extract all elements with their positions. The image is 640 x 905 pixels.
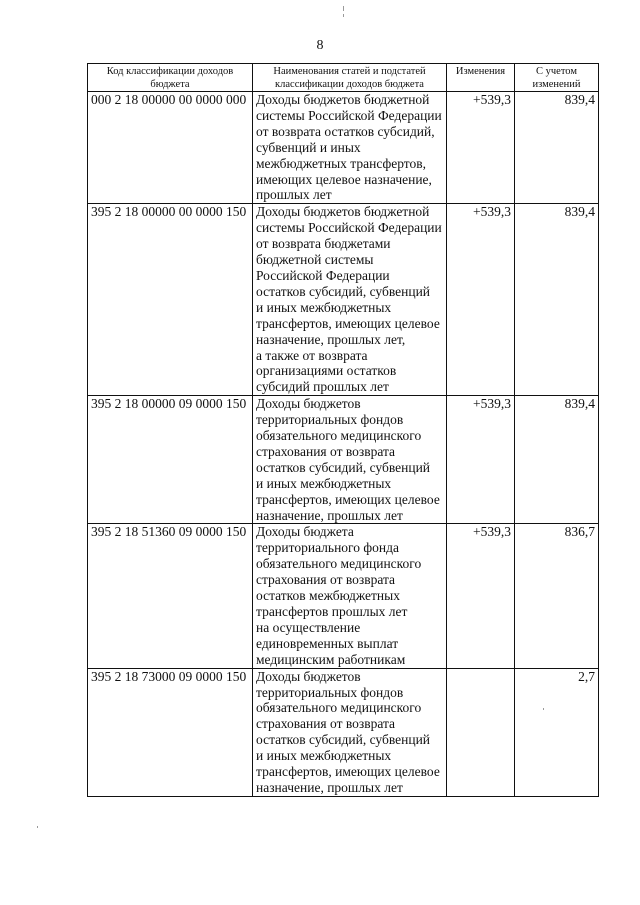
name-line: страхования от возврата — [256, 716, 396, 732]
name-line: Российской Федерации — [256, 267, 390, 283]
table-body — [88, 92, 599, 797]
name-line: системы Российской Федерации — [256, 107, 442, 123]
scan-speck — [343, 14, 344, 17]
table-header-row — [88, 64, 599, 92]
budget-revenue-table — [87, 63, 599, 797]
table-row — [88, 668, 599, 796]
name-line: бюджетной системы — [256, 252, 374, 268]
name-line: остатков субсидий, субвенций — [256, 732, 431, 748]
name-line: прошлых лет — [256, 187, 332, 203]
cell-total: 839,4 — [515, 396, 599, 524]
name-line: обязательного медицинского — [256, 428, 422, 444]
cell-changes: +539,3 — [447, 204, 515, 396]
name-line: территориальных фондов — [256, 412, 404, 428]
name-line: Доходы бюджетов — [256, 396, 361, 412]
name-line: территориального фонда — [256, 540, 399, 556]
cell-code: 000 2 18 00000 00 0000 000 — [88, 92, 253, 204]
cell-name — [253, 92, 447, 204]
name-line: имеющих целевое назначение, — [256, 171, 432, 187]
table-row — [88, 92, 599, 204]
name-line: системы Российской Федерации — [256, 220, 442, 236]
name-line: медицинским работникам — [256, 651, 406, 667]
name-line: и иных межбюджетных — [256, 748, 392, 764]
name-line: от возврата бюджетами — [256, 236, 391, 252]
name-line: остатков межбюджетных — [256, 588, 400, 604]
name-line: и иных межбюджетных — [256, 475, 392, 491]
name-line: назначение, прошлых лет, — [256, 331, 406, 347]
cell-name — [253, 396, 447, 524]
name-line: единовременных выплат — [256, 635, 399, 651]
cell-code: 395 2 18 00000 00 0000 150 — [88, 204, 253, 396]
cell-name — [253, 524, 447, 668]
name-line: субвенций и иных — [256, 139, 361, 155]
header-changes: Изменения — [447, 64, 515, 92]
name-line: трансфертов, имеющих целевое — [256, 315, 440, 331]
name-line: межбюджетных трансфертов, — [256, 155, 427, 171]
name-line: остатков субсидий, субвенций — [256, 283, 431, 299]
name-line: трансфертов прошлых лет — [256, 604, 408, 619]
page-number: 8 — [316, 38, 324, 53]
cell-changes: +539,3 — [447, 396, 515, 524]
name-line: а также от возврата — [256, 347, 368, 363]
cell-total: 839,4 — [515, 204, 599, 396]
cell-total: 836,7 — [515, 524, 599, 668]
name-line: на осуществление — [256, 619, 361, 635]
name-line: обязательного медицинского — [256, 556, 422, 572]
cell-changes: +539,3 — [447, 524, 515, 668]
name-line: и иных межбюджетных — [256, 299, 392, 315]
cell-code: 395 2 18 51360 09 0000 150 — [88, 524, 253, 668]
scan-speck — [543, 708, 544, 710]
name-line: назначение, прошлых лет — [256, 507, 403, 523]
name-line: Доходы бюджета — [256, 524, 354, 540]
name-line: субсидий прошлых лет — [256, 379, 389, 395]
cell-code: 395 2 18 73000 09 0000 150 — [88, 668, 253, 796]
cell-total: 839,4 — [515, 92, 599, 204]
name-line: территориальных фондов — [256, 684, 404, 700]
cell-name — [253, 668, 447, 796]
cell-name — [253, 204, 447, 396]
scan-speck — [343, 6, 344, 11]
scan-speck — [37, 826, 38, 828]
name-line: обязательного медицинского — [256, 700, 422, 716]
cell-changes — [447, 668, 515, 796]
name-line: Доходы бюджетов бюджетной — [256, 92, 430, 107]
table-row — [88, 524, 599, 668]
header-code: Код классификации доходов бюджета — [88, 64, 253, 92]
name-line: организациями остатков — [256, 363, 397, 379]
name-line: назначение, прошлых лет — [256, 779, 403, 795]
cell-changes: +539,3 — [447, 92, 515, 204]
header-name: Наименования статей и подстатей классификации доходов бюджета — [253, 64, 447, 92]
cell-total: 2,7 — [515, 668, 599, 796]
table-row — [88, 204, 599, 396]
name-line: трансфертов, имеющих целевое — [256, 764, 440, 780]
cell-code: 395 2 18 00000 09 0000 150 — [88, 396, 253, 524]
table-row — [88, 396, 599, 524]
name-line: Доходы бюджетов бюджетной — [256, 204, 430, 220]
name-line: страхования от возврата — [256, 443, 396, 459]
name-line: остатков субсидий, субвенций — [256, 459, 431, 475]
name-line: страхования от возврата — [256, 572, 396, 588]
name-line: Доходы бюджетов — [256, 668, 361, 684]
name-line: от возврата остатков субсидий, — [256, 123, 435, 139]
header-total: С учетом изменений — [515, 64, 599, 92]
name-line: трансфертов, имеющих целевое — [256, 491, 440, 507]
